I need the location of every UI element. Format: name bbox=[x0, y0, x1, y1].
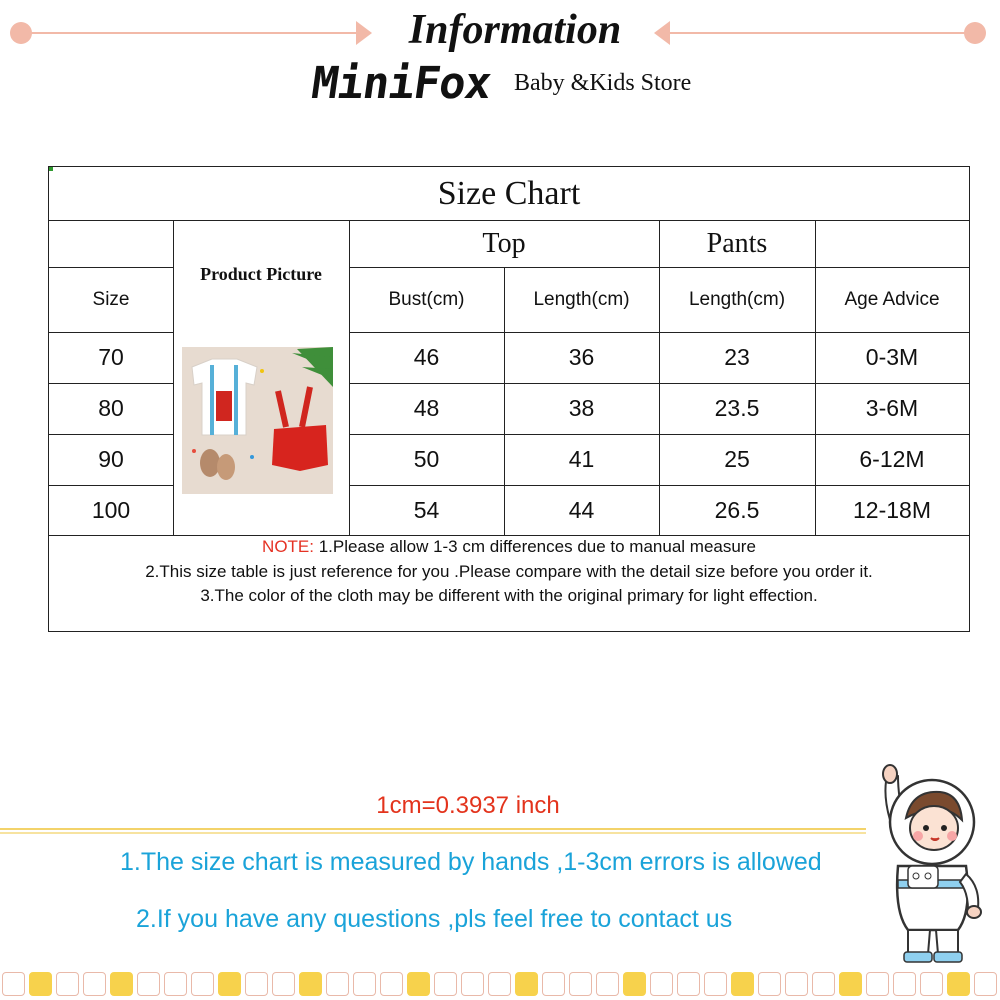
row-3-size: 90 bbox=[98, 446, 124, 472]
divider-line-top bbox=[0, 828, 866, 830]
row-2-top-length: 38 bbox=[568, 395, 595, 421]
border-square bbox=[326, 972, 349, 996]
info-line-2: 2.If you have any questions ,pls feel free to contact us bbox=[136, 905, 733, 933]
border-square bbox=[785, 972, 808, 996]
row-3-top-length: 41 bbox=[568, 446, 595, 472]
border-square bbox=[83, 972, 106, 996]
border-square bbox=[299, 972, 322, 996]
border-square bbox=[56, 972, 79, 996]
border-square bbox=[650, 972, 673, 996]
product-photo bbox=[182, 347, 333, 494]
size-chart-table bbox=[48, 166, 970, 632]
note-line-1 bbox=[49, 535, 969, 560]
border-square bbox=[596, 972, 619, 996]
border-square bbox=[623, 972, 646, 996]
group-header-top: Top bbox=[482, 227, 526, 259]
row-1-bust: 46 bbox=[413, 344, 440, 370]
column-header-size: Size bbox=[92, 288, 130, 310]
border-square bbox=[515, 972, 538, 996]
border-square bbox=[137, 972, 160, 996]
header-right-line bbox=[668, 32, 976, 34]
brand-logo: MiniFox bbox=[308, 58, 495, 109]
decorative-border bbox=[0, 972, 1000, 1000]
unit-conversion: 1cm=0.3937 inch bbox=[376, 792, 560, 819]
border-square bbox=[758, 972, 781, 996]
border-square bbox=[974, 972, 997, 996]
border-square bbox=[947, 972, 970, 996]
row-1-top-length: 36 bbox=[568, 344, 595, 370]
border-square bbox=[2, 972, 25, 996]
table-title: Size Chart bbox=[437, 174, 581, 212]
note-label: NOTE: bbox=[262, 537, 314, 556]
column-header-bust: Bust(cm) bbox=[388, 288, 465, 310]
header-right-dot bbox=[964, 22, 986, 44]
row-4-top-length: 44 bbox=[568, 496, 595, 523]
row-4-bust: 54 bbox=[413, 496, 440, 523]
row-3-age-advice: 6-12M bbox=[859, 446, 925, 472]
border-square bbox=[866, 972, 889, 996]
info-line-1: 1.The size chart is measured by hands ,1-3cm errors is allowed bbox=[120, 848, 822, 876]
note-line-3: 3.The color of the cloth may be different with the original primary for light effection. bbox=[200, 586, 818, 605]
product-picture-header: Product Picture bbox=[200, 264, 322, 284]
brand-subtitle: Baby &Kids Store bbox=[514, 70, 692, 96]
border-square bbox=[569, 972, 592, 996]
column-header-age-advice: Age Advice bbox=[844, 288, 940, 310]
row-1-pants-length: 23 bbox=[724, 344, 750, 370]
border-square bbox=[920, 972, 943, 996]
row-1-size: 70 bbox=[98, 344, 124, 370]
row-1-age-advice: 0-3M bbox=[865, 344, 919, 370]
row-4-age-advice: 12-18M bbox=[853, 496, 931, 523]
border-square bbox=[434, 972, 457, 996]
divider-line-bottom bbox=[0, 832, 866, 834]
border-square bbox=[488, 972, 511, 996]
note-text-1: 1.Please allow 1-3 cm differences due to manual measure bbox=[314, 537, 756, 556]
border-square bbox=[191, 972, 214, 996]
row-2-pants-length: 23.5 bbox=[714, 395, 760, 421]
note-line-2: 2.This size table is just reference for you .Please compare with the detail size before you order it. bbox=[145, 561, 873, 581]
border-square bbox=[812, 972, 835, 996]
row-4-size: 100 bbox=[91, 496, 131, 523]
column-header-pants-length: Length(cm) bbox=[688, 288, 786, 310]
border-square bbox=[353, 972, 376, 996]
notes-block bbox=[49, 535, 969, 609]
border-square bbox=[731, 972, 754, 996]
group-header-pants: Pants bbox=[706, 227, 768, 259]
header-left-line bbox=[24, 32, 360, 34]
border-square bbox=[407, 972, 430, 996]
header-title: Information bbox=[408, 7, 622, 53]
border-square bbox=[839, 972, 862, 996]
row-3-pants-length: 25 bbox=[724, 446, 750, 472]
border-square bbox=[893, 972, 916, 996]
border-square bbox=[461, 972, 484, 996]
row-2-size: 80 bbox=[98, 395, 124, 421]
border-square bbox=[29, 972, 52, 996]
border-square bbox=[677, 972, 700, 996]
border-square bbox=[704, 972, 727, 996]
column-header-top-length: Length(cm) bbox=[533, 288, 630, 310]
astronaut-illustration bbox=[868, 762, 984, 968]
product-photo-illustration bbox=[182, 347, 333, 494]
border-square bbox=[542, 972, 565, 996]
border-square bbox=[380, 972, 403, 996]
row-4-pants-length: 26.5 bbox=[714, 496, 760, 523]
row-2-age-advice: 3-6M bbox=[865, 395, 919, 421]
border-square bbox=[164, 972, 187, 996]
border-square bbox=[272, 972, 295, 996]
border-square bbox=[110, 972, 133, 996]
row-3-bust: 50 bbox=[413, 446, 440, 472]
border-square bbox=[218, 972, 241, 996]
row-2-bust: 48 bbox=[413, 395, 440, 421]
border-square bbox=[245, 972, 268, 996]
